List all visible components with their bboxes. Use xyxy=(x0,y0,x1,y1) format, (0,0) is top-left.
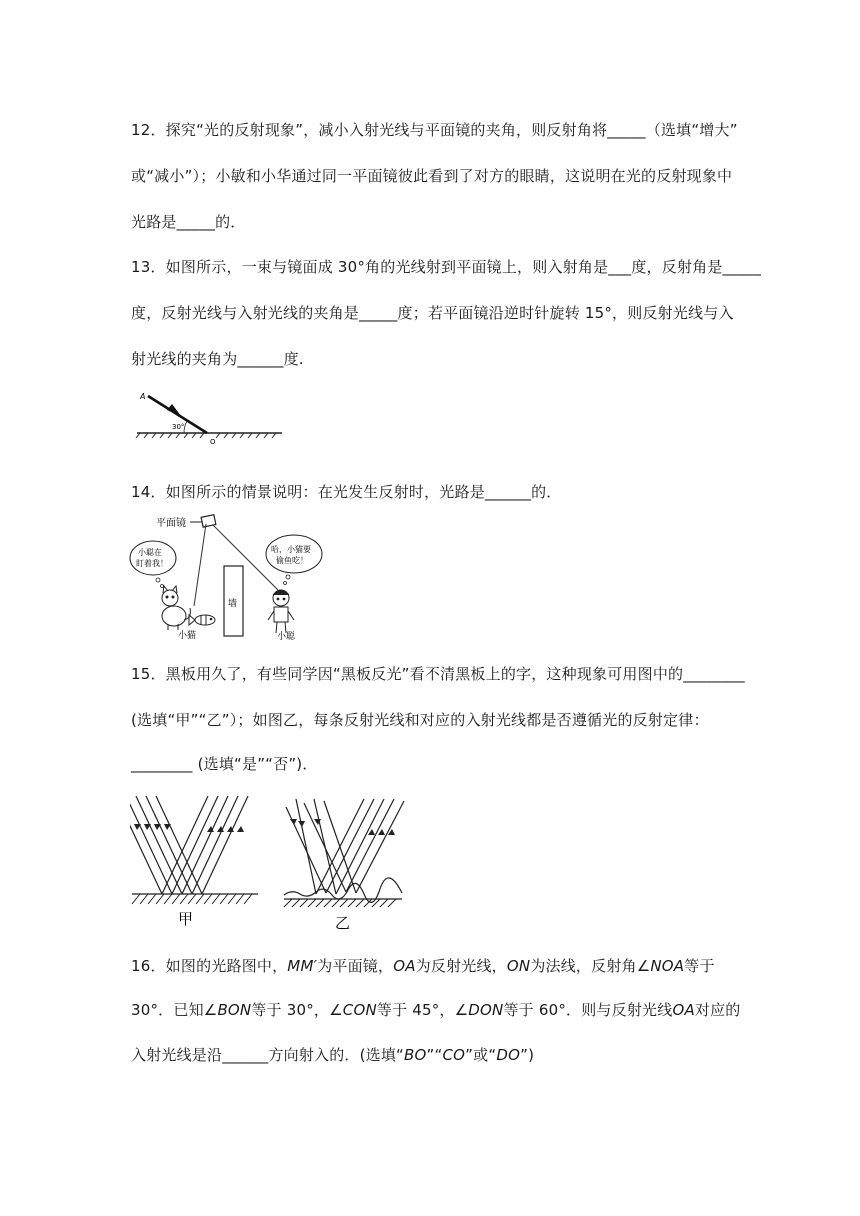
var-oa: OA xyxy=(393,957,416,975)
q16-text: 等于 xyxy=(684,957,715,975)
var-bo: BO xyxy=(404,1046,427,1064)
q16-text: ”或“ xyxy=(465,1046,497,1064)
q13-figure xyxy=(134,386,286,448)
boy-bubble-line-1: 哈，小猫要 xyxy=(271,545,311,554)
q16-line-3 xyxy=(131,1044,534,1065)
var-co: CO xyxy=(442,1046,466,1064)
q15-line-1: 15．黑板用久了，有些同学因“黑板反光”看不清黑板上的字，这种现象可用图中的________ xyxy=(131,665,745,683)
q16-text: 为法线，反射角∠ xyxy=(530,957,651,975)
q16-text: 16．如图的光路图中， xyxy=(131,957,288,975)
cat-icon xyxy=(162,586,190,630)
mirror-label: 平面镜 xyxy=(156,518,186,529)
q13-label-o: O xyxy=(210,438,216,446)
var-on: ON xyxy=(506,957,531,975)
q13-line-2: 度，反射光线与入射光线的夹角是_____度；若平面镜沿逆时针旋转 15°，则反射光线与入 xyxy=(131,304,734,322)
var-con: CON xyxy=(342,1001,377,1019)
cat-label: 小猫 xyxy=(178,631,197,641)
q16-text: 入射光线是沿______方向射入的．(选填“ xyxy=(131,1046,405,1064)
q14-figure xyxy=(126,508,340,642)
q13-line-1: 13．如图所示，一束与镜面成 30°角的光线射到平面镜上，则入射角是___度，反射角是_____ xyxy=(131,258,762,276)
q15-line-2: (选填“甲”“乙”）；如图乙，每条反射光线和对应的入射光线都是否遵循光的反射定律： xyxy=(131,711,709,729)
q16-text: 等于 45°，∠ xyxy=(376,1001,469,1019)
q16-text: 等于 60°．则与反射光线 xyxy=(503,1001,673,1019)
label-yi: 乙 xyxy=(335,914,351,932)
q16-line-2 xyxy=(131,999,741,1020)
q13-line-3: 射光线的夹角为______度. xyxy=(131,350,304,368)
q16-text: 对应的 xyxy=(694,1001,741,1019)
label-jia: 甲 xyxy=(178,910,194,928)
cat-bubble-line-1: 小聪在 xyxy=(138,548,162,557)
q16-line-1 xyxy=(131,955,715,976)
q13-label-a: A xyxy=(140,392,146,401)
q16-text: 30°．已知∠ xyxy=(131,1001,218,1019)
boy-icon xyxy=(268,590,294,633)
var-do: DO xyxy=(496,1046,521,1064)
cat-speech-bubble xyxy=(130,541,176,575)
fish-icon xyxy=(189,615,215,625)
q16-text: 等于 30°，∠ xyxy=(251,1001,343,1019)
q12-line-1: 12．探究“光的反射现象”，减小入射光线与平面镜的夹角，则反射角将_____（选填“增大” xyxy=(131,121,738,139)
var-mm: MM′ xyxy=(287,957,318,975)
q13-angle-label: 30° xyxy=(172,423,185,431)
var-don: DON xyxy=(468,1001,504,1019)
boy-bubble-line-2: 偷鱼吃！ xyxy=(276,556,308,565)
q16-text: ”) xyxy=(520,1046,535,1064)
var-oa: OA xyxy=(672,1001,695,1019)
q12-line-2: 或“减小”）；小敏和小华通过同一平面镜彼此看到了对方的眼睛，这说明在光的反射现象中 xyxy=(131,167,733,185)
q16-text: ”“ xyxy=(426,1046,443,1064)
q15-figure-jia xyxy=(130,790,260,930)
q16-text: 为反射光线， xyxy=(415,957,507,975)
q15-figure-yi xyxy=(282,795,406,933)
boy-label: 小聪 xyxy=(277,632,296,642)
cat-bubble-line-2: 盯着我！ xyxy=(136,559,168,568)
wall-label: 墙 xyxy=(228,599,238,609)
var-bon: BON xyxy=(217,1001,252,1019)
q12-line-3: 光路是_____的． xyxy=(131,213,246,231)
q15-line-3: ________ (选填“是”“否”)． xyxy=(131,755,318,773)
boy-speech-bubble xyxy=(266,535,322,573)
q16-text: 为平面镜， xyxy=(317,957,394,975)
q14-line-1: 14．如图所示的情景说明：在光发生反射时，光路是______的． xyxy=(131,483,562,501)
var-noa: NOA xyxy=(650,957,685,975)
